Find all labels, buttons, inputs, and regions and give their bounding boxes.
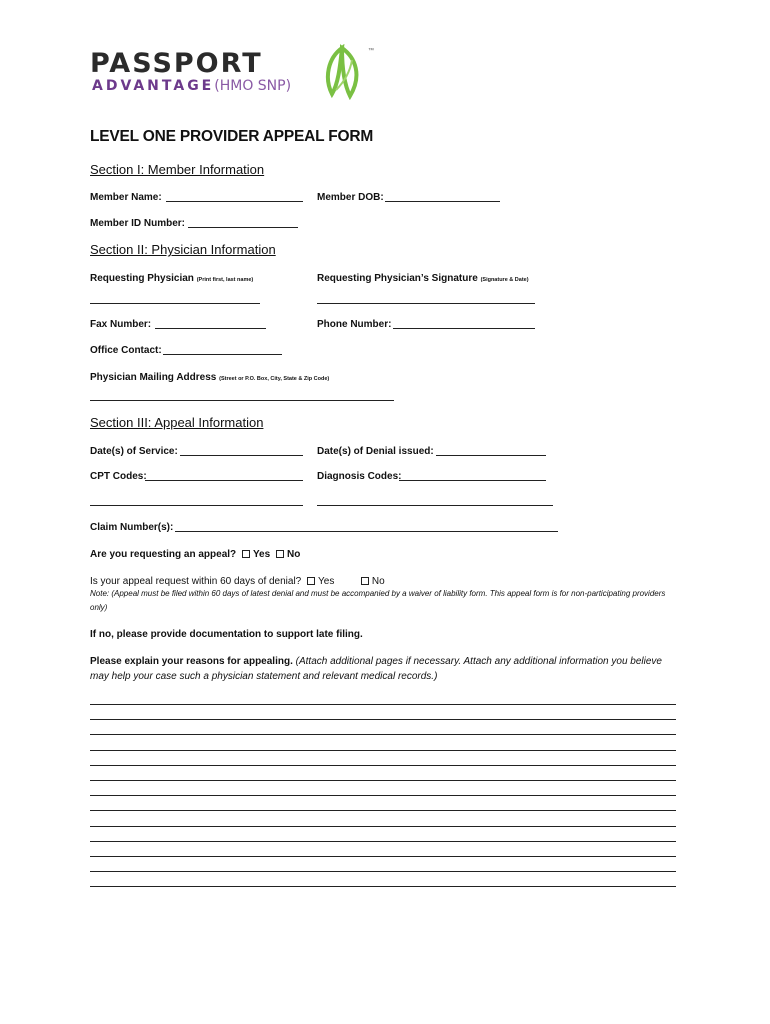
explanation-line[interactable]	[90, 841, 676, 842]
office-contact-field[interactable]	[163, 354, 282, 355]
cpt-codes-field-line-2[interactable]	[90, 505, 303, 506]
dates-of-service-label: Date(s) of Service:	[90, 446, 178, 457]
section-1-heading: Section I: Member Information	[90, 162, 265, 177]
appeal-no-checkbox[interactable]	[276, 550, 284, 558]
physician-signature-label: Requesting Physician’s Signature (Signature & Date)	[317, 273, 529, 284]
explanation-line[interactable]	[90, 704, 676, 705]
mailing-address-field[interactable]	[90, 400, 394, 401]
physician-signature-field[interactable]	[317, 303, 535, 304]
within-60-no-label: No	[371, 576, 385, 587]
phone-number-label: Phone Number:	[317, 319, 392, 330]
claim-numbers-label: Claim Number(s):	[90, 522, 174, 533]
filing-note: Note: (Appeal must be filed within 60 days of latest denial and must be accompanied by a waiver of liability form. This appeal form is for non-participating providers only)	[90, 589, 666, 612]
explanation-line[interactable]	[90, 795, 676, 796]
member-dob-field[interactable]	[385, 201, 500, 202]
appeal-yes-checkbox[interactable]	[242, 550, 250, 558]
section-3-heading: Section III: Appeal Information	[90, 415, 264, 430]
passport-advantage-logo	[90, 44, 390, 100]
page-title: LEVEL ONE PROVIDER APPEAL FORM	[90, 128, 374, 145]
within-60-yes-label: Yes	[318, 576, 335, 587]
explanation-line[interactable]	[90, 734, 676, 735]
section-2-heading: Section II: Physician Information	[90, 242, 276, 257]
member-id-field[interactable]	[188, 227, 298, 228]
explanation-line[interactable]	[90, 750, 676, 751]
logo-trademark: ™	[368, 48, 374, 54]
diagnosis-codes-field[interactable]	[399, 480, 546, 481]
dates-of-denial-field[interactable]	[436, 455, 546, 456]
logo-wordmark: PASSPORT	[90, 48, 263, 79]
late-filing-instruction: If no, please provide documentation to support late filing.	[90, 629, 363, 640]
requesting-physician-label: Requesting Physician (Print first, last name)	[90, 273, 254, 284]
explanation-line[interactable]	[90, 826, 676, 827]
mailing-address-label: Physician Mailing Address (Street or P.O. Box, City, State & Zip Code)	[90, 372, 330, 383]
explanation-line[interactable]	[90, 871, 676, 872]
explanation-line[interactable]	[90, 780, 676, 781]
cpt-codes-field[interactable]	[145, 480, 303, 481]
requesting-physician-field[interactable]	[90, 303, 260, 304]
leaf-logo-icon	[318, 44, 366, 100]
diagnosis-codes-label: Diagnosis Codes:	[317, 471, 402, 482]
appeal-yes-label: Yes	[252, 549, 271, 560]
claim-numbers-field[interactable]	[175, 531, 558, 532]
member-dob-label: Member DOB:	[317, 192, 384, 203]
explanation-line[interactable]	[90, 856, 676, 857]
within-60-days-question: Is your appeal request within 60 days of denial? Yes No	[90, 576, 385, 587]
requesting-appeal-question: Are you requesting an appeal? Yes No	[90, 549, 301, 560]
dates-of-denial-label: Date(s) of Denial issued:	[317, 446, 434, 457]
explanation-line[interactable]	[90, 886, 676, 887]
fax-number-field[interactable]	[155, 328, 266, 329]
explanation-line[interactable]	[90, 765, 676, 766]
logo-subtitle: ADVANTAGE(HMO SNP)	[92, 78, 292, 94]
fax-number-label: Fax Number:	[90, 319, 152, 330]
phone-number-field[interactable]	[393, 328, 535, 329]
member-name-label: Member Name:	[90, 192, 162, 203]
explanation-line[interactable]	[90, 810, 676, 811]
explanation-line[interactable]	[90, 719, 676, 720]
member-id-label: Member ID Number:	[90, 218, 186, 229]
office-contact-label: Office Contact:	[90, 345, 162, 356]
member-name-field[interactable]	[166, 201, 303, 202]
within-60-no-checkbox[interactable]	[361, 577, 369, 585]
within-60-yes-checkbox[interactable]	[307, 577, 315, 585]
diagnosis-codes-field-line-2[interactable]	[317, 505, 553, 506]
appeal-no-label: No	[286, 549, 301, 560]
dates-of-service-field[interactable]	[180, 455, 303, 456]
cpt-codes-label: CPT Codes:	[90, 471, 147, 482]
explain-reasons-instruction: Please explain your reasons for appealing. (Attach additional pages if necessary. Attach any additional information you believe may help your case such a physician statement and relevant medical records.)	[90, 656, 662, 682]
